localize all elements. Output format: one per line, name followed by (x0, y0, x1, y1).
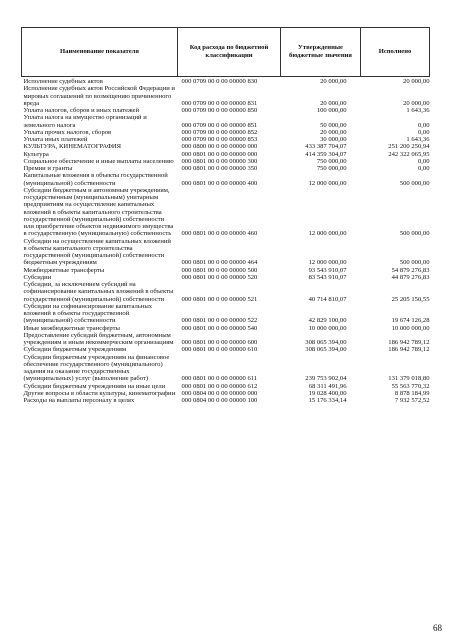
cell-name: Субсидии бюджетным учреждениям (23, 346, 127, 354)
cell-executed: 186 942 789,12 (388, 346, 430, 354)
table-row (22, 346, 430, 353)
cell-code: 000 0709 00 0 00 00000 853 (181, 136, 258, 143)
table-row (22, 107, 430, 114)
cell-executed: 1 643,36 (406, 136, 430, 143)
cell-approved: 750 000,00 (316, 165, 347, 172)
header-name: Наименование показателя (22, 28, 178, 77)
table-row (22, 281, 430, 303)
table-row (22, 158, 430, 165)
header-code: Код расхода по бюджетной классификации (178, 28, 281, 77)
header-approved: Утвержденные бюджетные значения (281, 28, 361, 77)
cell-name: Расходы на выплаты персоналу в целях (23, 397, 135, 404)
cell-approved: 750 000,00 (316, 157, 347, 165)
cell-code: 000 0801 00 0 00 00000 522 (181, 317, 258, 325)
cell-name: Субсидии на софинансирование капитальных вложений в объекты государственной (муниципальной) собственности (23, 302, 153, 325)
table-row (22, 267, 430, 274)
table-row (22, 172, 430, 187)
cell-approved: 20 000,00 (320, 78, 347, 85)
page-number: 68 (433, 623, 442, 633)
cell-executed: 242 322 065,95 (388, 150, 430, 158)
cell-name: Другие вопросы в области культуры, кинематографии (23, 389, 176, 397)
cell-executed: 1 643,36 (406, 107, 430, 114)
cell-approved: 20 000,00 (320, 99, 347, 107)
cell-name: Субсидии бюджетным учреждениям на финансовое обеспечение государственного (муниципального) задания на оказание государственных (муниципальных) услуг (выполнение работ) (23, 353, 170, 383)
cell-name: Уплата налога на имущество организаций и земельного налога (23, 114, 147, 129)
table-row (22, 238, 430, 267)
cell-approved: 100 000,00 (316, 107, 347, 114)
table-row (22, 383, 430, 390)
cell-executed: 25 205 150,55 (391, 295, 430, 303)
cell-code: 000 0801 00 0 00 00000 300 (181, 157, 258, 165)
table-header-row (22, 28, 430, 77)
budget-execution-table (21, 27, 430, 404)
cell-executed: 0,00 (417, 121, 430, 129)
cell-executed: 55 563 770,32 (391, 382, 430, 390)
cell-approved: 15 176 334,14 (308, 397, 347, 404)
cell-approved: 42 829 100,00 (308, 317, 347, 325)
table-row (22, 274, 430, 281)
cell-approved: 30 000,00 (320, 136, 347, 143)
cell-code: 000 0801 00 0 00 00000 610 (181, 346, 258, 354)
cell-approved: 83 543 910,07 (308, 273, 347, 281)
cell-name: Уплата иных платежей (23, 136, 88, 143)
table-row (22, 136, 430, 143)
cell-code: 000 0800 00 0 00 00000 000 (181, 143, 258, 151)
cell-code: 000 0709 00 0 00 00000 830 (181, 78, 258, 85)
cell-executed: 500 000,00 (399, 179, 430, 187)
cell-code: 000 0801 00 0 00 00000 000 (181, 150, 258, 158)
cell-executed: 10 000 000,00 (391, 324, 430, 332)
table-row (22, 165, 430, 172)
cell-executed: 19 674 126,28 (391, 317, 430, 325)
table-row (22, 303, 430, 325)
table-row (22, 129, 430, 136)
cell-approved: 12 000 000,00 (308, 259, 347, 267)
cell-executed: 186 942 789,12 (388, 339, 430, 346)
cell-code: 000 0801 00 0 00 00000 612 (181, 382, 258, 390)
table-row (22, 143, 430, 150)
cell-approved: 308 065 394,00 (305, 339, 347, 346)
table-row (22, 114, 430, 129)
cell-approved: 12 000 000,00 (308, 179, 347, 187)
cell-code: 000 0804 00 0 00 00000 000 (181, 389, 258, 397)
cell-approved: 433 387 704,07 (305, 143, 347, 151)
cell-name: Межбюджетные трансферты (23, 266, 105, 274)
cell-approved: 10 000 000,00 (308, 324, 347, 332)
cell-executed: 0,00 (417, 165, 430, 172)
cell-approved: 68 311 491,96 (308, 382, 347, 390)
table-row (22, 85, 430, 107)
cell-code: 000 0709 00 0 00 00000 831 (181, 99, 258, 107)
cell-name: Субсидии (23, 273, 52, 281)
table-row (22, 77, 430, 86)
cell-code: 000 0801 00 0 00 00000 611 (181, 375, 258, 383)
cell-name: Субсидии бюджетным учреждениям на иные цели (23, 382, 166, 390)
cell-executed: 0,00 (417, 128, 430, 136)
table-row (22, 325, 430, 332)
cell-approved: 50 000,00 (320, 121, 347, 129)
cell-approved: 93 543 910,07 (308, 266, 347, 274)
cell-name: Субсидии, за исключением субсидий на софинансирование капитальных вложений в объекты государственной (муниципальной) собственности (23, 281, 174, 303)
cell-approved: 19 028 400,00 (308, 389, 347, 397)
cell-code: 000 0801 00 0 00 00000 540 (181, 324, 258, 332)
cell-name: Капитальные вложения в объекты государственной (муниципальной) собственности (23, 172, 168, 187)
table-row (22, 332, 430, 347)
cell-code: 000 0801 00 0 00 00000 521 (181, 295, 258, 303)
cell-executed: 500 000,00 (399, 230, 430, 238)
cell-name: Субсидии бюджетным и автономным учреждениям, государственным (муниципальным) унитарным предприятиям на осуществление капитальных вложений в объекты капитального строительства государственной (муниципальной) собственности или приобретение объектов недвижимого имущества в государственную (муниципальную) собственность (23, 186, 174, 238)
cell-executed: 131 379 018,80 (388, 375, 430, 383)
cell-executed: 500 000,00 (399, 259, 430, 267)
cell-code: 000 0801 00 0 00 00000 500 (181, 266, 258, 274)
cell-executed: 7 932 572,52 (394, 397, 430, 404)
table-row (22, 354, 430, 383)
cell-approved: 308 065 394,00 (305, 346, 347, 354)
cell-approved: 239 753 902,04 (305, 375, 347, 383)
table-body (22, 77, 430, 405)
cell-name: Исполнение судебных актов (23, 78, 103, 85)
cell-executed: 54 879 276,83 (391, 266, 430, 274)
cell-executed: 251 200 250,94 (388, 143, 430, 151)
cell-name: Премии и гранты (23, 165, 73, 172)
cell-name: Иные межбюджетные трансферты (23, 324, 120, 332)
cell-name: Предоставление субсидий бюджетным, автономным учреждениям и иным некоммерческим организациям (23, 331, 174, 346)
table-row (22, 151, 430, 158)
cell-name: Социальное обеспечение и иные выплаты населению (23, 157, 174, 165)
cell-code: 000 0801 00 0 00 00000 600 (181, 339, 258, 346)
cell-code: 000 0709 00 0 00 00000 851 (181, 121, 258, 129)
cell-executed: 20 000,00 (403, 78, 430, 85)
table-row (22, 397, 430, 404)
cell-approved: 40 714 810,07 (308, 295, 347, 303)
cell-executed: 8 878 184,99 (394, 389, 430, 397)
cell-code: 000 0709 00 0 00 00000 850 (181, 107, 258, 114)
cell-code: 000 0801 00 0 00 00000 464 (181, 259, 258, 267)
cell-executed: 0,00 (417, 157, 430, 165)
cell-code: 000 0801 00 0 00 00000 400 (181, 179, 258, 187)
cell-code: 000 0709 00 0 00 00000 852 (181, 128, 258, 136)
cell-approved: 414 359 304,07 (305, 150, 347, 158)
cell-name: Субсидии на осуществление капитальных вложений в объекты капитального строительства государственной (муниципальной) собственности бюджетным учреждениям (23, 237, 171, 267)
cell-executed: 44 879 276,83 (391, 273, 430, 281)
cell-code: 000 0801 00 0 00 00000 460 (181, 230, 258, 238)
cell-executed: 20 000,00 (403, 99, 430, 107)
table-row (22, 187, 430, 238)
cell-name: Уплата налогов, сборов и иных платежей (23, 107, 139, 114)
cell-name: Культура (23, 150, 49, 158)
cell-code: 000 0801 00 0 00 00000 350 (181, 165, 258, 172)
cell-code: 000 0801 00 0 00 00000 520 (181, 273, 258, 281)
cell-name: КУЛЬТУРА, КИНЕМАТОГРАФИЯ (23, 143, 122, 151)
header-executed: Исполнено (361, 28, 430, 77)
cell-approved: 12 000 000,00 (308, 230, 347, 238)
table-row (22, 390, 430, 397)
cell-approved: 20 000,00 (320, 128, 347, 136)
cell-code: 000 0804 00 0 00 00000 100 (181, 397, 258, 404)
cell-name: Исполнение судебных актов Российской Федерации и мировых соглашений по возмещению причиненного вреда (23, 85, 175, 107)
cell-name: Уплата прочих налогов, сборов (23, 128, 112, 136)
